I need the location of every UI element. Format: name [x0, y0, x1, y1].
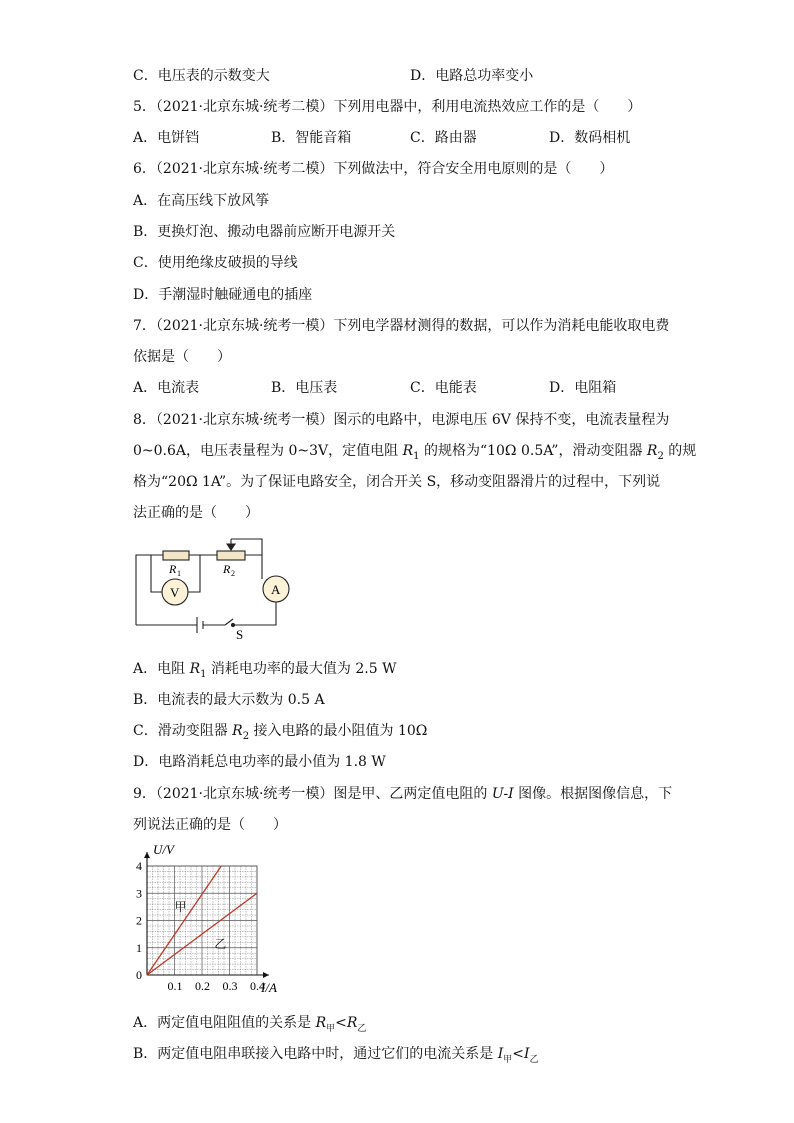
q8-stem-line4: 法正确的是（ ）	[133, 505, 259, 521]
q7-stem-line2: 依据是（ ）	[133, 349, 231, 365]
q9-opt-a-lt: <	[335, 1015, 347, 1031]
q9-line1-post: 图像。根据图像信息，下	[513, 786, 673, 802]
q8-stem-line2	[133, 441, 696, 467]
q8-opt-a-pre: A．电阻	[133, 661, 190, 677]
q9-opt-a-r2: R	[346, 1015, 358, 1031]
y-axis-label: U/V	[153, 844, 174, 857]
ui-chart	[125, 844, 300, 999]
q8-line2-r2: R	[646, 443, 658, 459]
q9-opt-b-i2: I	[524, 1046, 530, 1062]
x-axis-arrow	[263, 972, 269, 978]
series-label-jia: 甲	[174, 899, 187, 914]
series-label-yi: 乙	[214, 936, 227, 951]
q5-option-d: D．数码相机	[549, 130, 631, 146]
r2-label-sub: 2	[231, 569, 235, 578]
q7-stem-line1: 7．（2021·北京东城·统考一模）下列电学器材测得的数据，可以作为消耗电能收取电费	[133, 318, 670, 334]
q5-option-b: B．智能音箱	[271, 130, 352, 146]
q9-opt-b-sub1: 甲	[503, 1054, 513, 1065]
q8-option-b: B．电流表的最大示数为 0.5 A	[133, 692, 325, 708]
q8-option-c	[133, 721, 427, 747]
x-tick-label: 0.1	[167, 979, 183, 993]
q9-line1-pre: 9．（2021·北京东城·统考一模）图是甲、乙两定值电阻的	[133, 786, 492, 802]
y-tick-label: 1	[136, 940, 142, 955]
q5-option-a: A．电饼铛	[133, 130, 200, 146]
y-tick-label: 0	[136, 968, 142, 982]
q9-stem-line1	[133, 784, 672, 804]
x-tick-label: 0.4	[250, 979, 265, 993]
q7-option-d: D．电阻箱	[549, 380, 617, 396]
q9-opt-b-pre: B．两定值电阻串联接入电路中时，通过它们的电流关系是	[133, 1046, 498, 1062]
q8-opt-a-sub: 1	[200, 668, 207, 680]
q9-opt-b-i1: I	[497, 1046, 504, 1062]
q6-stem: 6．（2021·北京东城·统考二模）下列做法中，符合安全用电原则的是（ ）	[133, 161, 614, 177]
q6-option-d: D．手潮湿时触碰通电的插座	[133, 287, 313, 303]
resistor-r1	[163, 551, 189, 560]
q8-opt-c-post: 接入电路的最小阻值为 10Ω	[249, 723, 428, 739]
r1-label: R	[169, 562, 177, 576]
q8-line2-mid: 的规格为“10Ω 0.5A”，滑动变阻器	[419, 443, 647, 459]
switch-label: S	[236, 627, 244, 642]
r1-label-sub: 1	[177, 569, 181, 578]
q9-opt-a-r1: R	[315, 1015, 327, 1031]
q8-opt-a-post: 消耗电功率的最大值为 2.5 W	[206, 661, 397, 677]
q8-line2-pre: 0~0.6A，电压表量程为 0~3V，定值电阻	[133, 443, 403, 459]
q9-opt-b-sub2: 乙	[529, 1054, 539, 1065]
q8-stem-line1: 8．（2021·北京东城·统考一模）图示的电路中，电源电压 6V 保持不变，电流表量程为	[133, 412, 670, 428]
q4-option-d: D．电路总功率变小	[410, 68, 534, 84]
q4-option-c: C．电压表的示数变大	[133, 68, 270, 84]
q9-line1-ui: U-I	[491, 786, 514, 802]
q8-option-a	[133, 659, 397, 685]
q7-option-b: B．电压表	[271, 380, 338, 396]
r2-label: R	[223, 562, 231, 576]
voltmeter-label: V	[170, 585, 180, 600]
q8-line2-r1: R	[402, 443, 414, 459]
ammeter-label: A	[271, 582, 281, 597]
q7-option-a: A．电流表	[133, 380, 200, 396]
q8-option-d: D．电路消耗总电功率的最小值为 1.8 W	[133, 754, 386, 770]
q8-line2-r1-sub: 1	[413, 450, 420, 462]
resistor-r2	[217, 551, 245, 560]
q6-option-c: C．使用绝缘皮破损的导线	[133, 255, 298, 271]
y-tick-label: 2	[136, 913, 142, 928]
q8-line2-r2-sub: 2	[657, 450, 664, 462]
q6-option-a: A．在高压线下放风筝	[133, 193, 270, 209]
battery	[197, 617, 203, 633]
x-tick-label: 0.3	[222, 979, 238, 993]
y-tick-label: 4	[136, 859, 142, 873]
circuit-diagram	[125, 535, 295, 645]
q9-stem-line2: 列说法正确的是（ ）	[133, 817, 287, 833]
x-axis-label: I/A	[261, 980, 277, 995]
q8-opt-c-r: R	[232, 723, 243, 739]
q9-option-a	[133, 1013, 366, 1039]
q9-opt-b-lt: <	[512, 1046, 525, 1062]
q5-option-c: C．路由器	[410, 130, 477, 146]
q7-option-c: C．电能表	[410, 380, 477, 396]
q9-opt-a-sub2: 乙	[357, 1023, 367, 1034]
q8-opt-a-r: R	[189, 661, 201, 677]
q5-stem: 5．（2021·北京东城·统考二模）下列用电器中，利用电流热效应工作的是（ ）	[133, 99, 642, 115]
y-tick-label: 3	[136, 886, 142, 901]
q9-opt-a-sub1: 甲	[326, 1023, 336, 1034]
q8-opt-c-sub: 2	[242, 730, 250, 742]
x-tick-label: 0.2	[195, 979, 210, 993]
q8-stem-line3: 格为“20Ω 1A”。为了保证电路安全，闭合开关 S，移动变阻器滑片的过程中，下列说	[133, 474, 661, 490]
q6-option-b: B．更换灯泡、搬动电器前应断开电源开关	[133, 224, 396, 240]
q8-line2-post: 的规	[663, 443, 697, 459]
q9-option-b	[133, 1044, 539, 1070]
y-axis-arrow	[144, 852, 150, 858]
q8-opt-c-pre: C．滑动变阻器	[133, 723, 233, 739]
q9-opt-a-pre: A．两定值电阻阻值的关系是	[133, 1015, 316, 1031]
